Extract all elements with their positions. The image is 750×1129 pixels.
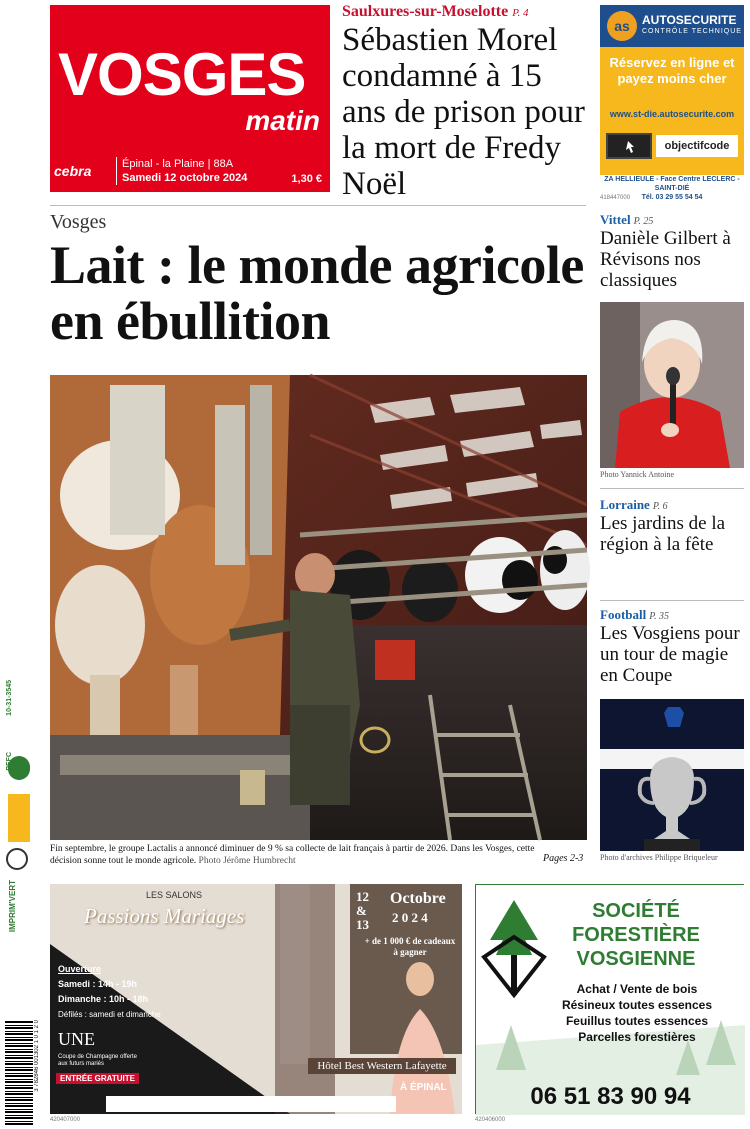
sidebar-page: P. 6 — [652, 501, 668, 512]
ad-salons-mariages[interactable] — [50, 884, 462, 1114]
masthead[interactable] — [50, 5, 330, 192]
ad-une: UNE — [58, 1029, 95, 1049]
imprim-vert-text: IMPRIM'VERT — [8, 880, 17, 933]
ad-forest-phone[interactable]: 06 51 83 90 94 — [530, 1083, 691, 1110]
ad-url[interactable]: www.st-die.autosecurite.com — [609, 109, 735, 119]
ad-forest-line: Parcelles forestières — [578, 1030, 696, 1044]
ad-ouverture: Ouverture — [58, 964, 102, 974]
ad-salons-gifts: + de 1 000 € de cadeaux à gagner — [364, 936, 456, 957]
sidebar-kicker — [600, 497, 744, 513]
sidebar-kicker-text: Football — [600, 607, 647, 622]
ad-societe-forestiere[interactable] — [475, 884, 744, 1114]
sidebar-photo-credit: Photo Yannick Antoine — [600, 470, 675, 479]
main-story-photo[interactable] — [50, 375, 587, 840]
ad-promo: Réservez en ligne et payez moins cher — [609, 55, 735, 86]
ad-code: 420406000 — [475, 1117, 506, 1123]
sidebar-story-football[interactable] — [600, 607, 744, 686]
ad-address: ZA HELLIEULE - Face Centre LECLERC - SAINT-DIÉ — [604, 176, 740, 192]
sidebar-headline: Les jardins de la région à la fête — [600, 513, 726, 555]
ad-city: À ÉPINAL — [400, 1082, 447, 1093]
ad-sponsor-strip — [106, 1096, 396, 1112]
masthead-divider — [116, 157, 117, 185]
ad-forest-services — [544, 981, 730, 1045]
edition-line: Épinal - la Plaine | 88A — [122, 158, 234, 170]
sponsor-logo: cebra — [54, 163, 92, 179]
sidebar-kicker-text: Vittel — [600, 212, 631, 227]
sidebar-kicker — [600, 212, 744, 228]
ad-forest-line: Achat / Vente de bois — [576, 982, 698, 996]
sidebar-page: P. 25 — [633, 216, 654, 227]
ad-forest-title: SOCIÉTÉ FORESTIÈRE VOSGIENNE — [572, 900, 700, 970]
pefc-word: PEFC — [6, 752, 13, 771]
laptop-icon — [606, 133, 652, 159]
edition-date: Samedi 12 octobre 2024 — [122, 172, 248, 184]
sidebar-kicker — [600, 607, 744, 623]
top-story-kicker — [342, 3, 529, 21]
ad-salons-year: 2 0 2 4 — [392, 910, 428, 925]
ad-entree: ENTRÉE GRATUITE — [56, 1073, 139, 1084]
ad-tagline: CONTRÔLE TECHNIQUE — [642, 28, 742, 35]
sidebar-story-vittel[interactable] — [600, 212, 744, 291]
ad-les-salons: LES SALONS — [146, 890, 203, 900]
ad-defiles: Défilés : samedi et dimanche — [58, 1010, 161, 1019]
ad-coupe: Coupe de Champagne offerte aux futurs mariés — [58, 1054, 137, 1067]
ad-brand: AUTOSECURITE — [642, 13, 737, 27]
ad-forest-line: Feuillus toutes essences — [565, 1014, 709, 1028]
sidebar-headline: Danièle Gilbert à Révisons nos classiques — [600, 228, 731, 291]
autosecurite-badge: as — [607, 11, 637, 41]
caption-text: Fin septembre, le groupe Lactalis a annoncé diminuer de 9 % sa collecte de lait français à partir de 2026. Dans les Vosges, cette décision sonne tout le monde agricole. — [50, 844, 535, 866]
main-story-pages[interactable]: Pages 2-3 — [543, 853, 584, 864]
main-story-kicker: Vosges — [50, 211, 107, 233]
ad-salons-days: 12 & 13 — [356, 889, 369, 932]
sidebar-photo-trophy[interactable] — [600, 699, 744, 851]
sidebar-kicker-text: Lorraine — [600, 497, 650, 512]
top-story-kicker-text: Saulxures-sur-Moselotte — [342, 3, 509, 20]
top-story-page: P. 4 — [512, 7, 529, 19]
barcode — [5, 1020, 33, 1125]
divider — [50, 205, 586, 206]
ad-salons-title: Passions Mariages — [84, 904, 245, 928]
price: 1,30 € — [291, 173, 322, 185]
sidebar-divider — [600, 600, 744, 601]
photo-credit: Photo Jérôme Humbrecht — [198, 856, 296, 866]
sidebar-photo-credit: Photo d'archives Philippe Briqueleur — [600, 853, 718, 862]
sidebar-photo-gilbert[interactable] — [600, 302, 744, 468]
recycle-badge — [8, 794, 30, 842]
top-story-headline[interactable]: Sébastien Morel condamné à 15 ans de prison pour la mort de Fredy Noël — [342, 22, 585, 202]
ad-code: 418447000 — [600, 195, 631, 201]
ad-hotel: Hôtel Best Western Lafayette — [308, 1058, 456, 1074]
ad-forest-line: Résineux toutes essences — [561, 998, 713, 1012]
main-story-headline[interactable]: Lait : le monde agricole en ébullition — [50, 235, 584, 351]
ad-salons-month: Octobre — [390, 890, 446, 907]
masthead-title: VOSGES — [58, 41, 306, 108]
masthead-subtitle: matin — [245, 105, 320, 136]
ad-samedi: Samedi : 14h - 19h — [58, 979, 138, 989]
sidebar-page: P. 35 — [649, 611, 670, 622]
pefc-code: 10-31-3545 — [6, 680, 13, 716]
recycle-icon — [6, 848, 28, 870]
imprim-vert-label — [8, 880, 30, 970]
edition-info — [122, 157, 247, 185]
ad-code: 420407000 — [50, 1117, 81, 1123]
photo-caption — [50, 843, 540, 867]
ad-partner: objectifcode — [656, 135, 738, 157]
ad-dimanche: Dimanche : 10h - 18h — [58, 994, 149, 1004]
ad-phone: Tél. 03 29 55 54 54 — [641, 194, 703, 201]
barcode-digits: 3 782846 001302 1 0 1 2 0 — [34, 1020, 40, 1092]
sidebar-headline: Les Vosgiens pour un tour de magie en Coupe — [600, 623, 740, 686]
barcode-number — [34, 1020, 46, 1125]
sidebar-divider — [600, 488, 744, 489]
sidebar-story-lorraine[interactable] — [600, 497, 744, 555]
pefc-label — [6, 680, 28, 750]
pefc-text — [6, 752, 28, 792]
